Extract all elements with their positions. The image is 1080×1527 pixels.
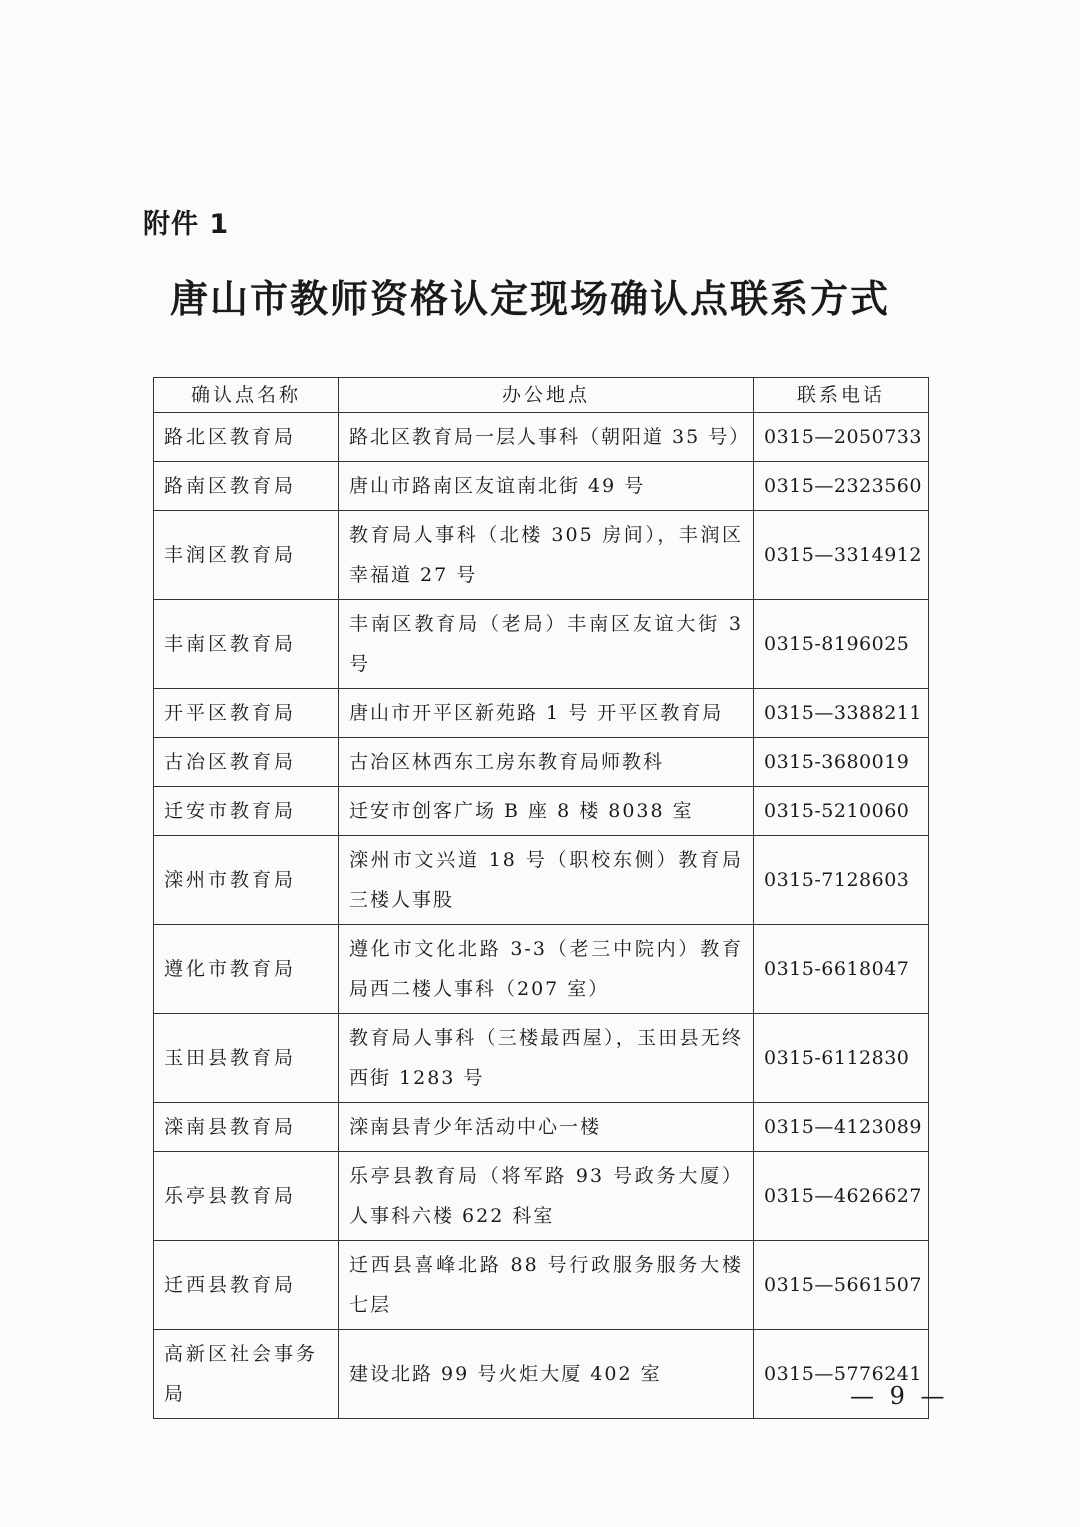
table-row <box>154 413 929 462</box>
cell-address: 教育局人事科（三楼最西屋），玉田县无终西街 1283 号 <box>339 1014 754 1103</box>
cell-phone: 0315—3314912 <box>754 511 929 600</box>
cell-address: 迁安市创客广场 B 座 8 楼 8038 室 <box>339 787 754 836</box>
cell-phone: 0315—4123089 <box>754 1103 929 1152</box>
cell-phone: 0315-6112830 <box>754 1014 929 1103</box>
table-header-row <box>154 378 929 413</box>
cell-name: 丰润区教育局 <box>154 511 339 600</box>
cell-phone: 0315—3388211 <box>754 689 929 738</box>
cell-address: 建设北路 99 号火炬大厦 402 室 <box>339 1330 754 1419</box>
table-row <box>154 1014 929 1103</box>
table-row <box>154 1330 929 1419</box>
cell-name: 高新区社会事务局 <box>154 1330 339 1419</box>
cell-name: 乐亭县教育局 <box>154 1152 339 1241</box>
table-row <box>154 1241 929 1330</box>
cell-name: 开平区教育局 <box>154 689 339 738</box>
cell-phone: 0315—5776241 <box>754 1330 929 1419</box>
table-row <box>154 925 929 1014</box>
page-number: — 9 — <box>850 1382 949 1410</box>
cell-address: 滦南县青少年活动中心一楼 <box>339 1103 754 1152</box>
cell-phone: 0315—2323560 <box>754 462 929 511</box>
cell-address: 迁西县喜峰北路 88 号行政服务服务大楼七层 <box>339 1241 754 1330</box>
cell-name: 丰南区教育局 <box>154 600 339 689</box>
attachment-label: 附件 1 <box>143 209 230 240</box>
cell-address: 古冶区林西东工房东教育局师教科 <box>339 738 754 787</box>
cell-name: 滦南县教育局 <box>154 1103 339 1152</box>
cell-address: 滦州市文兴道 18 号（职校东侧）教育局三楼人事股 <box>339 836 754 925</box>
cell-address: 教育局人事科（北楼 305 房间），丰润区幸福道 27 号 <box>339 511 754 600</box>
column-header-address: 办公地点 <box>339 378 754 413</box>
cell-name: 路南区教育局 <box>154 462 339 511</box>
column-header-phone: 联系电话 <box>754 378 929 413</box>
page-title: 唐山市教师资格认定现场确认点联系方式 <box>169 277 890 321</box>
table-row <box>154 836 929 925</box>
cell-name: 古冶区教育局 <box>154 738 339 787</box>
cell-name: 滦州市教育局 <box>154 836 339 925</box>
table-row <box>154 462 929 511</box>
cell-name: 遵化市教育局 <box>154 925 339 1014</box>
table-row <box>154 787 929 836</box>
column-header-name: 确认点名称 <box>154 378 339 413</box>
cell-phone: 0315-3680019 <box>754 738 929 787</box>
cell-phone: 0315-6618047 <box>754 925 929 1014</box>
cell-address: 丰南区教育局（老局）丰南区友谊大街 3 号 <box>339 600 754 689</box>
cell-address: 遵化市文化北路 3-3（老三中院内）教育局西二楼人事科（207 室） <box>339 925 754 1014</box>
cell-name: 迁安市教育局 <box>154 787 339 836</box>
cell-name: 路北区教育局 <box>154 413 339 462</box>
table-row <box>154 511 929 600</box>
cell-phone: 0315-7128603 <box>754 836 929 925</box>
cell-phone: 0315-8196025 <box>754 600 929 689</box>
cell-name: 玉田县教育局 <box>154 1014 339 1103</box>
cell-address: 唐山市开平区新苑路 1 号 开平区教育局 <box>339 689 754 738</box>
cell-phone: 0315-5210060 <box>754 787 929 836</box>
table-row <box>154 1152 929 1241</box>
cell-phone: 0315—2050733 <box>754 413 929 462</box>
cell-name: 迁西县教育局 <box>154 1241 339 1330</box>
cell-address: 路北区教育局一层人事科（朝阳道 35 号） <box>339 413 754 462</box>
cell-phone: 0315—5661507 <box>754 1241 929 1330</box>
table-row <box>154 689 929 738</box>
cell-address: 乐亭县教育局（将军路 93 号政务大厦）人事科六楼 622 科室 <box>339 1152 754 1241</box>
cell-phone: 0315—4626627 <box>754 1152 929 1241</box>
contact-table <box>153 377 929 1419</box>
table-row <box>154 600 929 689</box>
table-row <box>154 738 929 787</box>
table-row <box>154 1103 929 1152</box>
cell-address: 唐山市路南区友谊南北街 49 号 <box>339 462 754 511</box>
